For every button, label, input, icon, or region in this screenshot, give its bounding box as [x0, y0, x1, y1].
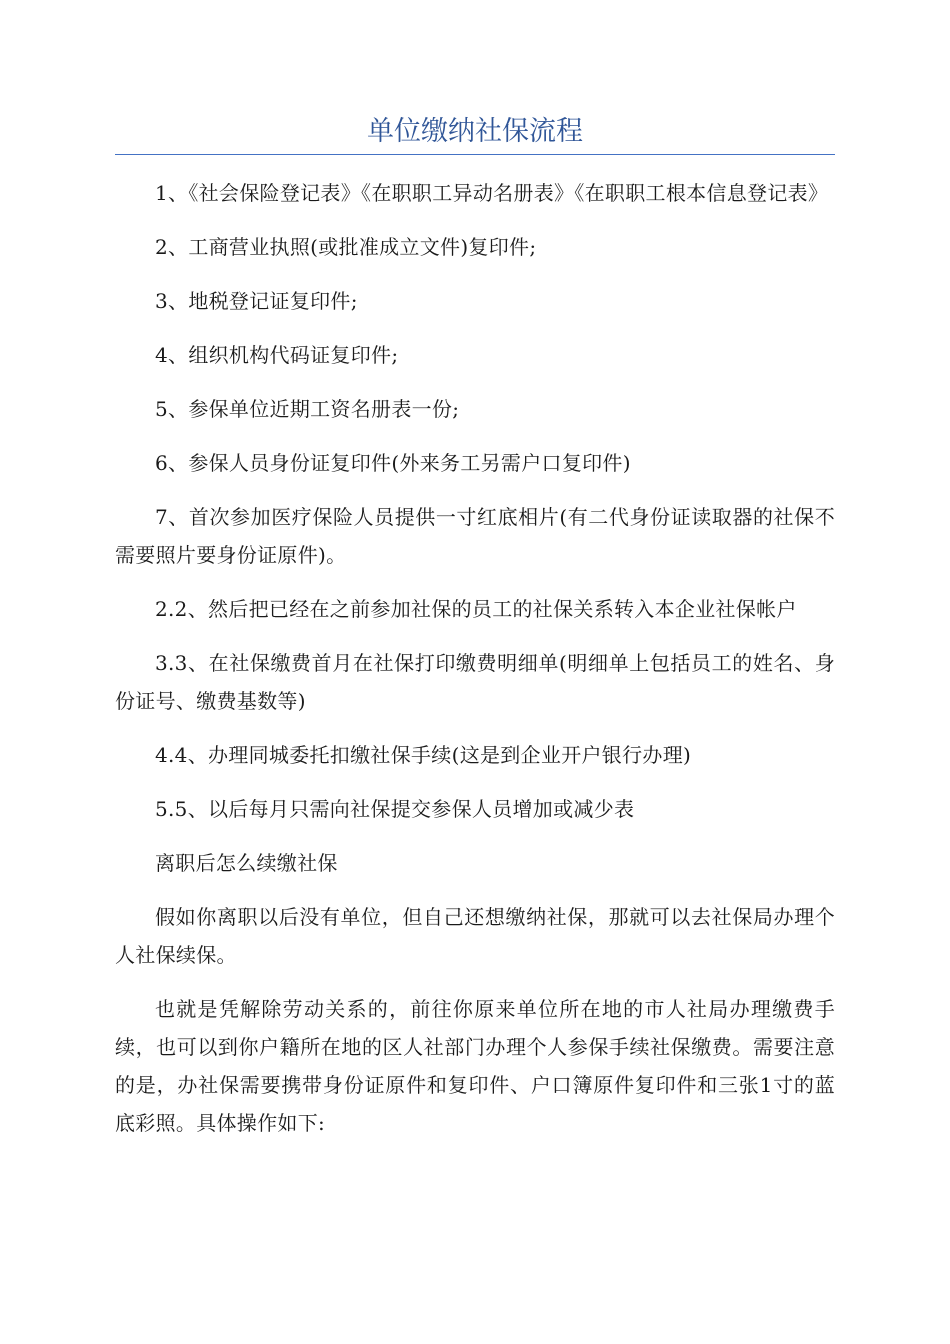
document-body	[115, 174, 835, 1158]
paragraph-resign-detail: 也就是凭解除劳动关系的，前往你原来单位所在地的市人社局办理缴费手续，也可以到你户籍所在地的区人社部门办理个人参保手续社保缴费。需要注意的是，办社保需要携带身份证原件和复印件、户口簿原件复印件和三张1寸的蓝底彩照。具体操作如下:	[115, 997, 835, 1135]
paragraph-item-3: 3、地税登记证复印件;	[155, 289, 358, 313]
paragraph-resign-intro: 假如你离职以后没有单位，但自己还想缴纳社保，那就可以去社保局办理个人社保续保。	[115, 905, 835, 967]
paragraph-step-3-3: 3.3、在社保缴费首月在社保打印缴费明细单(明细单上包括员工的姓名、身份证号、缴费基数等)	[115, 651, 835, 713]
paragraph-item-2: 2、工商营业执照(或批准成立文件)复印件;	[155, 235, 537, 259]
paragraph-step-2-2: 2.2、然后把已经在之前参加社保的员工的社保关系转入本企业社保帐户	[155, 597, 797, 621]
paragraph-item-5: 5、参保单位近期工资名册表一份;	[155, 397, 460, 421]
paragraph-step-5-5: 5.5、以后每月只需向社保提交参保人员增加或减少表	[155, 797, 635, 821]
paragraph-item-6: 6、参保人员身份证复印件(外来务工另需户口复印件)	[155, 451, 631, 475]
page-title: 单位缴纳社保流程	[367, 116, 583, 147]
paragraph-item-1: 1、《社会保险登记表》《在职职工异动名册表》《在职职工根本信息登记表》	[155, 181, 829, 205]
title-underline	[115, 154, 835, 155]
paragraph-item-4: 4、组织机构代码证复印件;	[155, 343, 399, 367]
paragraph-item-7: 7、首次参加医疗保险人员提供一寸红底相片(有二代身份证读取器的社保不需要照片要身份证原件)。	[115, 505, 835, 567]
paragraph-step-4-4: 4.4、办理同城委托扣缴社保手续(这是到企业开户银行办理)	[155, 743, 692, 767]
section-heading-resign: 离职后怎么续缴社保	[155, 851, 338, 875]
